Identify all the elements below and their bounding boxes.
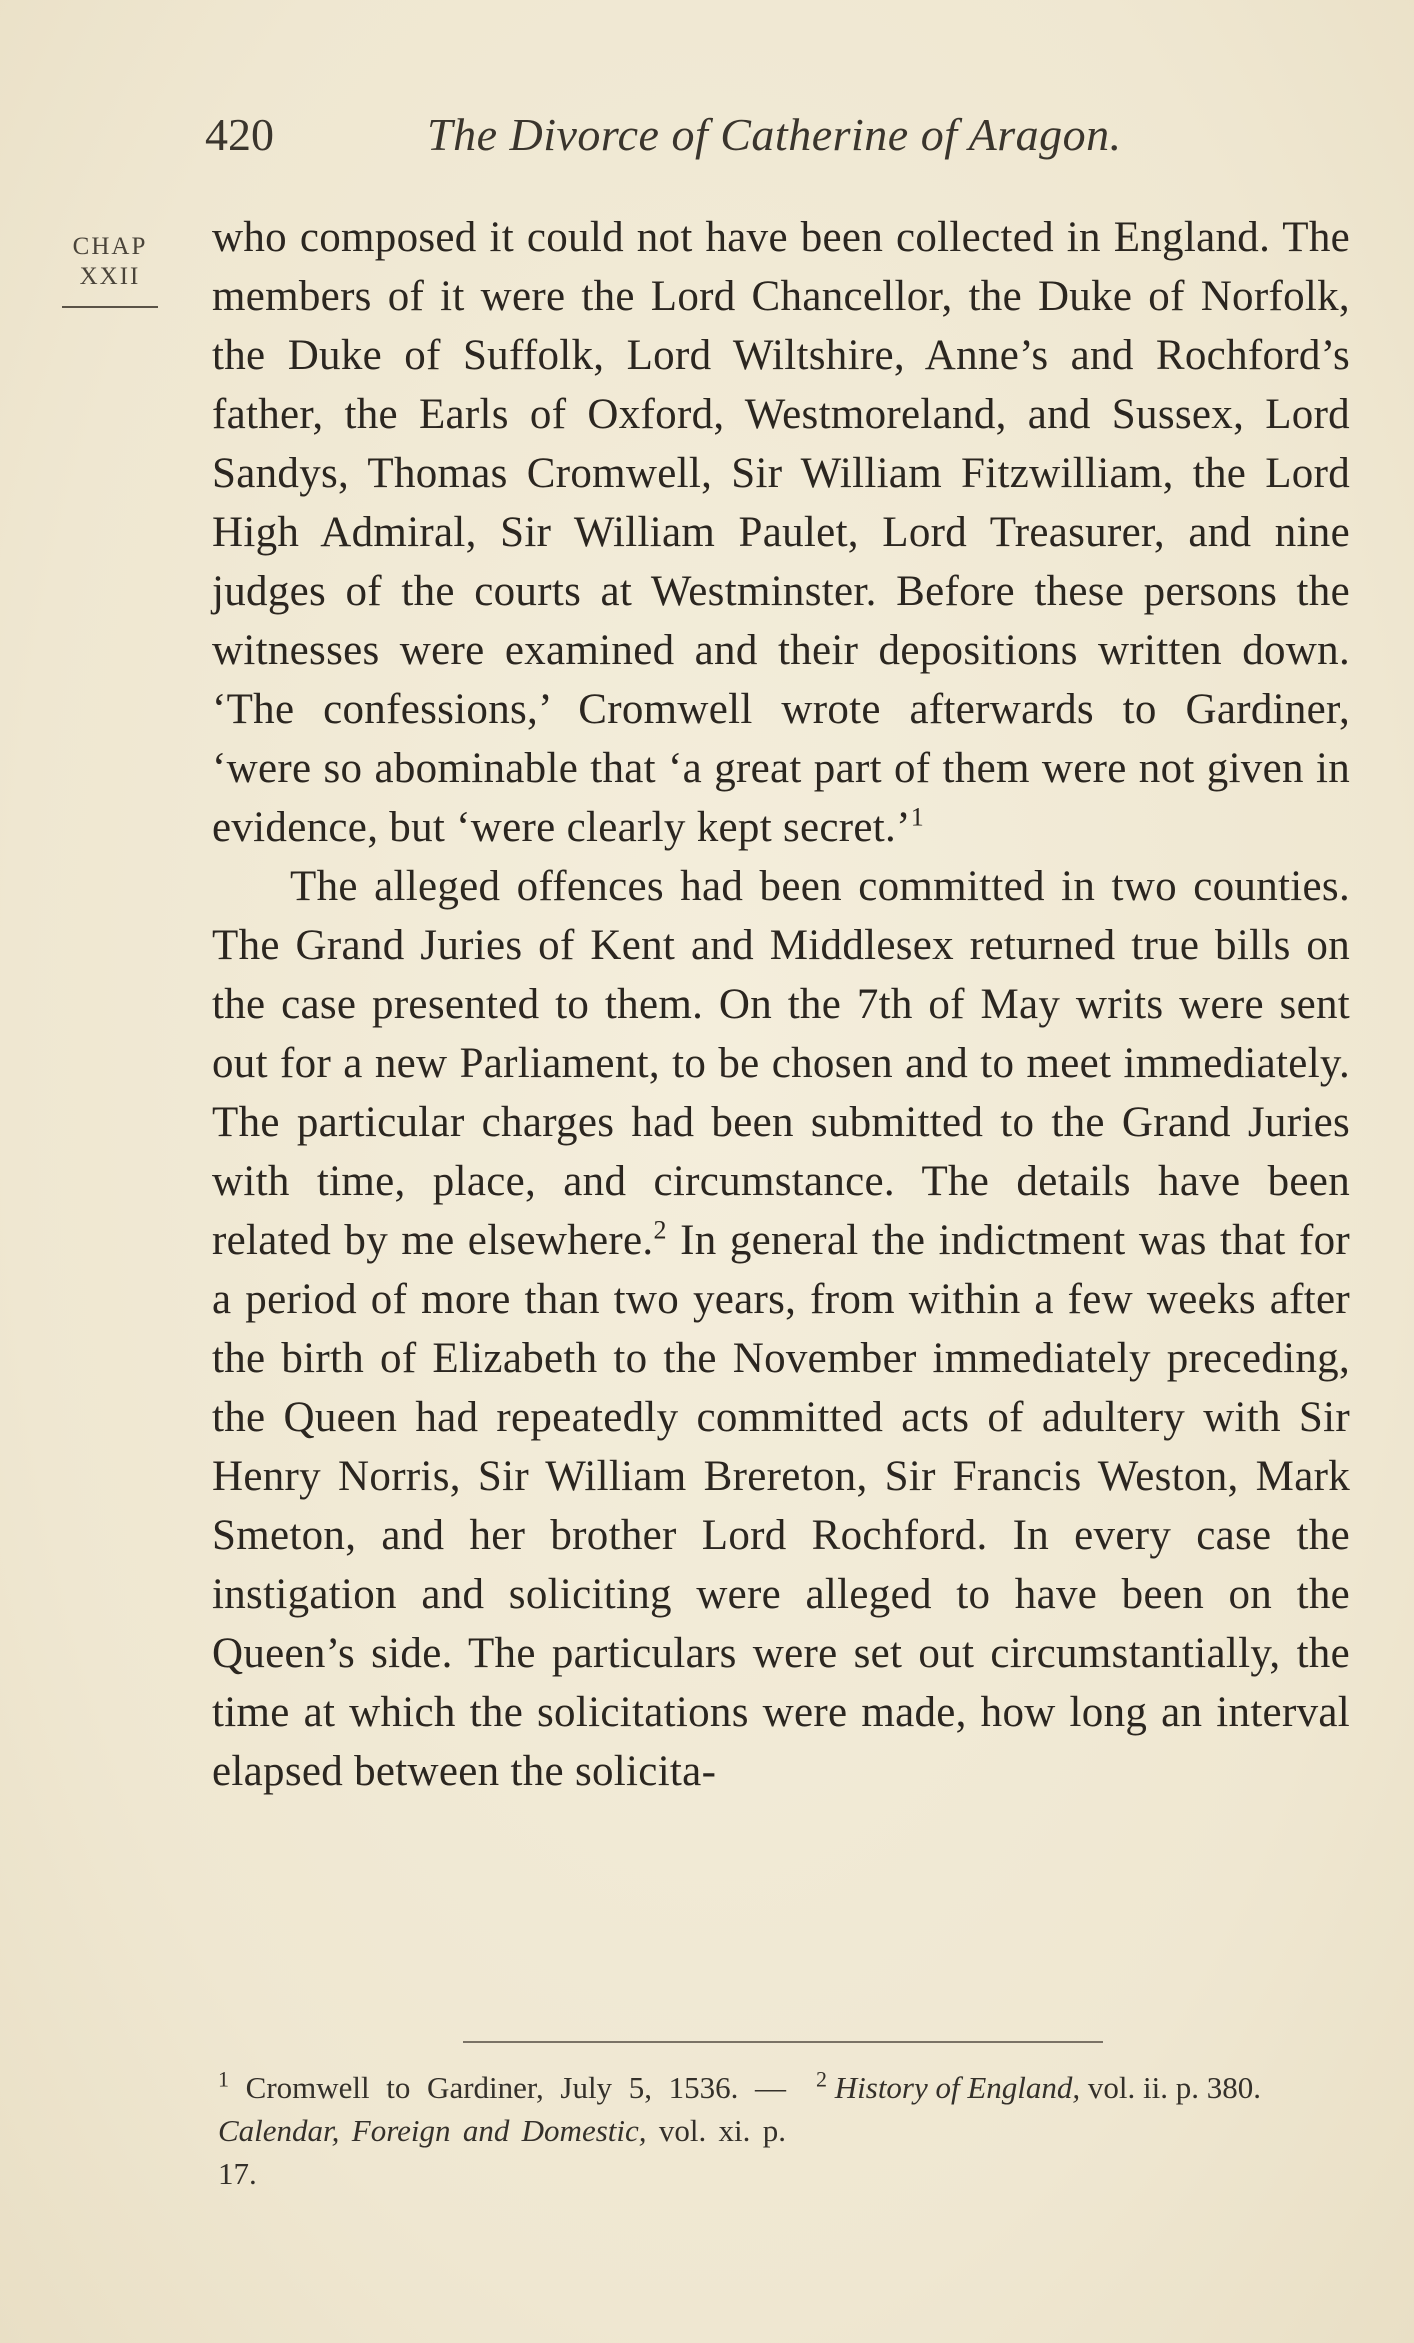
page-number: 420 <box>205 109 274 160</box>
footnote-divider <box>463 2041 1103 2043</box>
footnote-marker: 1 <box>218 2066 229 2092</box>
paragraph-text: In general the indictment was that for a period of more than two years, from within a few weeks after the birth of Elizabeth to the November immediately preceding, the Queen had repeatedly committed acts of adultery with Sir Henry Norris, Sir William Brereton, Sir Francis Weston, Mark Smeton, and her brother Lord Rochford. In every case the instigation and soliciting were alleged to have been on the Queen’s side. The particulars were set out circumstantially, the time at which the solicitations were made, how long an interval elapsed between the solicita- <box>212 1217 1351 1795</box>
footnote-italic-text: History of England, <box>834 2070 1081 2105</box>
footnote-marker: 2 <box>816 2066 827 2092</box>
footnote-text: vol. ii. p. 380. <box>1080 2070 1262 2105</box>
footnote-2 <box>816 2066 1356 2109</box>
paragraph <box>212 857 1350 1801</box>
chapter-rule <box>62 306 158 308</box>
footnote-1 <box>218 2066 786 2195</box>
body-text <box>212 208 1350 1801</box>
footnote-text: Cromwell to Gardiner, July 5, 1536. — <box>245 2070 787 2105</box>
paragraph <box>212 208 1350 857</box>
chapter-number: XXII <box>79 263 141 290</box>
paragraph-text: The alleged offences had been committed in two counties. The Grand Juries of Kent and Middlesex returned true bills on the case presented to them. On the 7th of May writs were sent out for a new Parliament, to be chosen and to meet immediately. The particular charges had been submitted to the Grand Juries with time, place, and circumstance. The details have been related by me elsewhere. <box>212 863 1350 1264</box>
footnote-italic-text: Calendar, Foreign and Domestic, <box>218 2113 647 2148</box>
footnote-reference: 1 <box>910 802 925 832</box>
running-title: The Divorce of Catherine of Aragon. <box>427 109 1122 160</box>
chapter-label: CHAP <box>72 233 148 260</box>
footnote-reference: 2 <box>653 1215 667 1245</box>
paragraph-text: who composed it could not have been collected in England. The members of it were the Lord Chancellor, the Duke of Norfolk, the Duke of Suffolk, Lord Wiltshire, Anne’s and Rochford’s father, the Earls of Oxford, Westmoreland, and Sussex, Lord Sandys, Thomas Cromwell, Sir William Fitzwilliam, the Lord High Admiral, Sir William Paulet, Lord Treasurer, and nine judges of the courts at Westminster. Before these persons the witnesses were examined and their depositions written down. ‘The confessions,’ Cromwell wrote afterwards to Gardiner, ‘were so abominable that ‘a great part of them were not given in evidence, but ‘were clearly kept secret.’ <box>212 214 1350 851</box>
footnote-text: vol. xi. p. 17. <box>218 2113 786 2191</box>
chapter-marginal-note <box>62 232 158 308</box>
